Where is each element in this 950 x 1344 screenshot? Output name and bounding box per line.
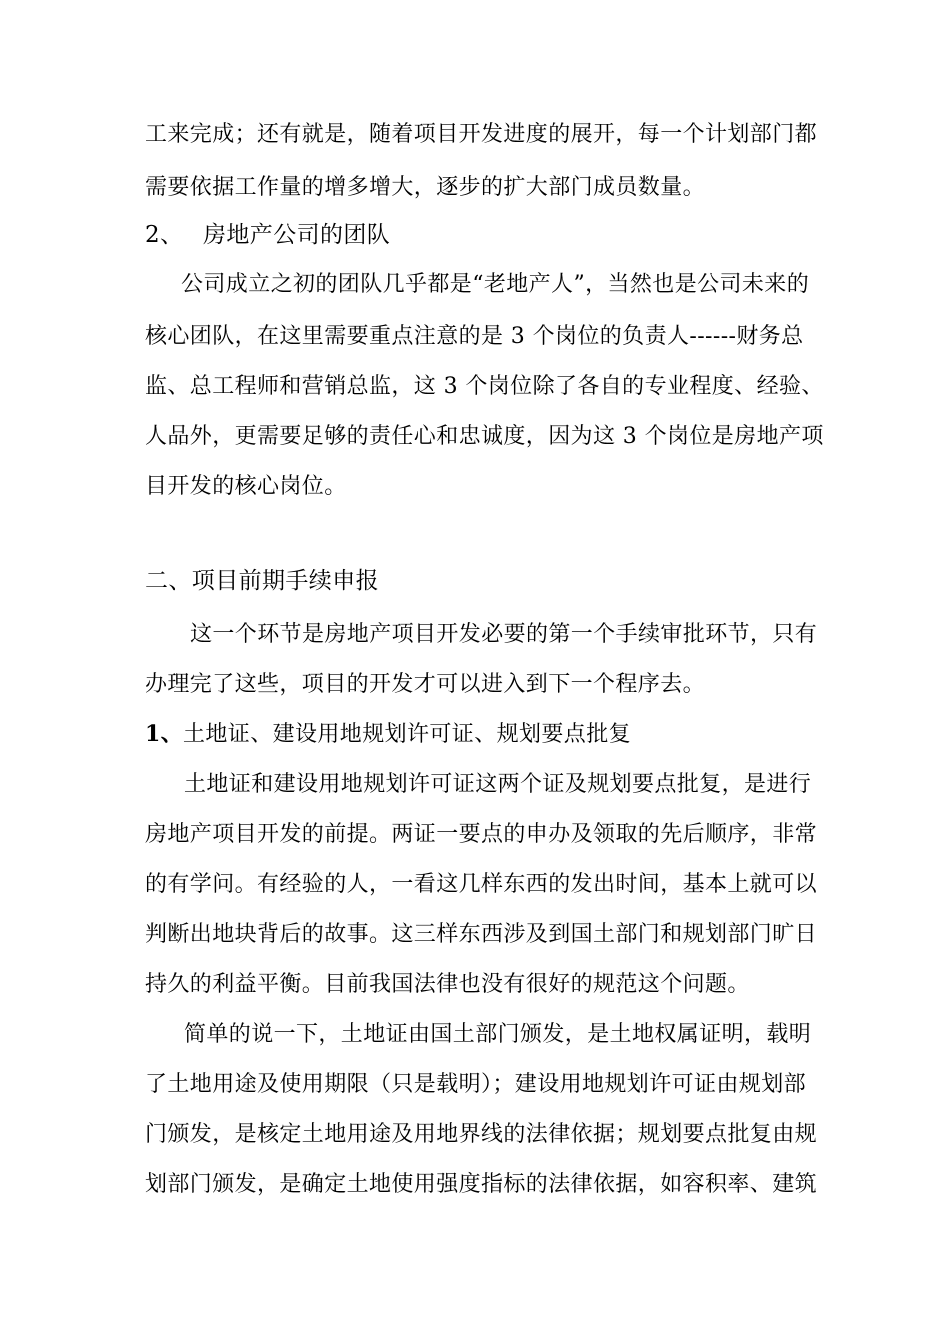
subsection-number: 1、 <box>145 721 184 747</box>
chapter-heading: 二、项目前期手续申报 <box>145 568 379 594</box>
body-text-line: 办理完了这些，项目的开发才可以进入到下一个程序去。 <box>145 672 706 697</box>
body-text-line: 工来完成；还有就是，随着项目开发进度的展开，每一个计划部门都 <box>145 122 818 147</box>
body-text-line: 的有学问。有经验的人，一看这几样东西的发出时间，基本上就可以 <box>145 872 818 897</box>
section-heading-team <box>145 220 390 250</box>
body-text-line: 公司成立之初的团队几乎都是“老地产人”，当然也是公司未来的 <box>181 272 810 297</box>
body-text-line: 判断出地块背后的故事。这三样东西涉及到国土部门和规划部门旷日 <box>145 922 818 947</box>
body-text-line: 划部门颁发，是确定土地使用强度指标的法律依据，如容积率、建筑 <box>145 1172 818 1197</box>
body-text-line: 这一个环节是房地产项目开发必要的第一个手续审批环节，只有 <box>190 622 818 647</box>
body-text-line: 土地证和建设用地规划许可证这两个证及规划要点批复，是进行 <box>184 772 812 797</box>
body-text-line: 核心团队，在这里需要重点注意的是 3 个岗位的负责人------财务总 <box>145 324 804 349</box>
subsection-title: 土地证、建设用地规划许可证、规划要点批复 <box>183 722 632 747</box>
body-text-line: 监、总工程师和营销总监，这 3 个岗位除了各自的专业程度、经验、 <box>145 374 824 399</box>
body-text-line: 人品外，更需要足够的责任心和忠诚度，因为这 3 个岗位是房地产项 <box>145 424 824 449</box>
body-text-line: 简单的说一下，土地证由国土部门颁发，是土地权属证明，载明 <box>184 1022 812 1047</box>
section-number: 2、 <box>145 222 184 248</box>
body-text-line: 门颁发，是核定土地用途及用地界线的法律依据；规划要点批复由规 <box>145 1122 818 1147</box>
body-text-line: 房地产项目开发的前提。两证一要点的申办及领取的先后顺序，非常 <box>145 822 818 847</box>
body-text-line: 需要依据工作量的增多增大，逐步的扩大部门成员数量。 <box>145 175 706 200</box>
body-text-line: 了土地用途及使用期限（只是载明）；建设用地规划许可证由规划部 <box>145 1072 807 1097</box>
section-title: 房地产公司的团队 <box>203 222 391 248</box>
body-text-line: 目开发的核心岗位。 <box>145 474 347 499</box>
subsection-heading <box>145 719 631 750</box>
body-text-line: 持久的利益平衡。目前我国法律也没有很好的规范这个问题。 <box>145 972 750 997</box>
